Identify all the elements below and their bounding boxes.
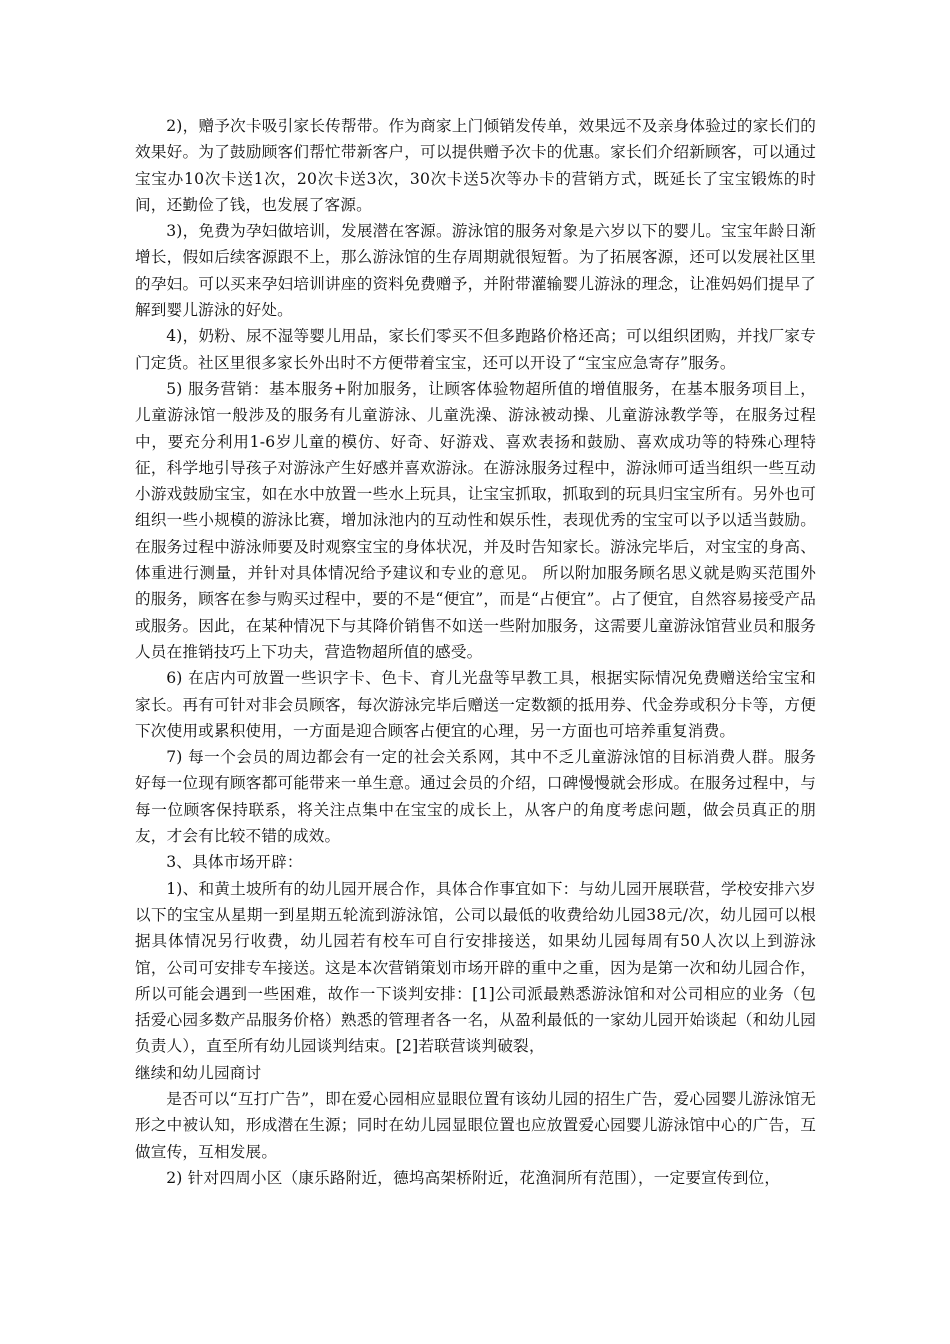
paragraph: 2)，赠予次卡吸引家长传帮带。作为商家上门倾销发传单，效果远不及亲身体验过的家长们的效果好。为了鼓励顾客们帮忙带新客户，可以提供赠予次卡的优惠。家长们介绍新顾客，可以通过宝宝办10次卡送1次，20次卡送3次，30次卡送5次等办卡的营销方式，既延长了宝宝锻炼的时间，还勤俭了钱，也发展了客源。: [135, 117, 816, 214]
paragraph: 5) 服务营销：基本服务+附加服务，让顾客体验物超所值的增值服务，在基本服务项目上，儿童游泳馆一般涉及的服务有儿童游泳、儿童洗澡、游泳被动操、儿童游泳教学等，在服务过程中，要充分利用1-6岁儿童的模仿、好奇、好游戏、喜欢表扬和鼓励、喜欢成功等的特殊心理特征，科学地引导孩子对游泳产生好感并喜欢游泳。在游泳服务过程中，游泳师可适当组织一些互动小游戏鼓励宝宝，如在水中放置一些水上玩具，让宝宝抓取，抓取到的玩具归宝宝所有。另外也可组织一些小规模的游泳比赛，增加泳池内的互动性和娱乐性，表现优秀的宝宝可以予以适当鼓励。在服务过程中游泳师要及时观察宝宝的身体状况，并及时告知家长。游泳完毕后，对宝宝的身高、体重进行测量，并针对具体情况给予建议和专业的意见。 所以附加服务顾名思义就是购买范围外的服务，顾客在参与购买过程中，要的不是“便宜”，而是“占便宜”。占了便宜，自然容易接受产品或服务。因此，在某种情况下与其降价销售不如送一些附加服务，这需要儿童游泳馆营业员和服务人员在推销技巧上下功夫，营造物超所值的感受。: [135, 379, 816, 661]
paragraph: 1)、和黄土坡所有的幼儿园开展合作，具体合作事宜如下：与幼儿园开展联营，学校安排六岁以下的宝宝从星期一到星期五轮流到游泳馆，公司以最低的收费给幼儿园38元/次，幼儿园可以根据具体情况另行收费，幼儿园若有校车可自行安排接送，如果幼儿园每周有50人次以上到游泳馆，公司可安排专车接送。这是本次营销策划市场开辟的重中之重，因为是第一次和幼儿园合作，所以可能会遇到一些困难，故作一下谈判安排：[1]公司派最熟悉游泳馆和对公司相应的业务（包括爱心园多数产品服务价格）熟悉的管理者各一名，从盈利最低的一家幼儿园开始谈起（和幼儿园负责人），直至所有幼儿园谈判结束。[2]若联营谈判破裂，: [135, 879, 816, 1056]
document-body: [135, 113, 816, 1191]
paragraph: 2) 针对四周小区（康乐路附近，德坞高架桥附近，花渔洞所有范围），一定要宣传到位，: [166, 1168, 781, 1187]
paragraph: 7) 每一个会员的周边都会有一定的社会关系网，其中不乏儿童游泳馆的目标消费人群。服务好每一位现有顾客都可能带来一单生意。通过会员的介绍，口碑慢慢就会形成。在服务过程中，与每一位顾客保持联系，将关注点集中在宝宝的成长上，从客户的角度考虑问题，做会员真正的朋友，才会有比较不错的成效。: [135, 748, 816, 846]
section-heading: 3、具体市场开辟：: [166, 853, 303, 872]
paragraph: 是否可以“互打广告”，即在爱心园相应显眼位置有该幼儿园的招生广告，爱心园婴儿游泳馆无形之中被认知，形成潜在生源；同时在幼儿园显眼位置也应放置爱心园婴儿游泳馆中心的广告，互做宣传，互相发展。: [135, 1089, 816, 1161]
paragraph: 继续和幼儿园商讨: [135, 1063, 262, 1082]
paragraph: 3)，免费为孕妇做培训，发展潜在客源。游泳馆的服务对象是六岁以下的婴儿。宝宝年龄日渐增长，假如后续客源跟不上，那么游泳馆的生存周期就很短暂。为了拓展客源，还可以发展社区里的孕妇。可以买来孕妇培训讲座的资料免费赠予，并附带灌输婴儿游泳的理念，让准妈妈们提早了解到婴儿游泳的好处。: [135, 222, 816, 320]
paragraph: 4)，奶粉、尿不湿等婴儿用品，家长们零买不但多跑路价格还高；可以组织团购，并找厂家专门定货。社区里很多家长外出时不方便带着宝宝，还可以开设了“宝宝应急寄存”服务。: [135, 327, 816, 372]
paragraph: 6) 在店内可放置一些识字卡、色卡、育儿光盘等早教工具，根据实际情况免费赠送给宝宝和家长。再有可针对非会员顾客，每次游泳完毕后赠送一定数额的抵用券、代金券或积分卡等，方便下次使用或累积使用，一方面是迎合顾客占便宜的心理，另一方面也可培养重复消费。: [135, 669, 816, 740]
